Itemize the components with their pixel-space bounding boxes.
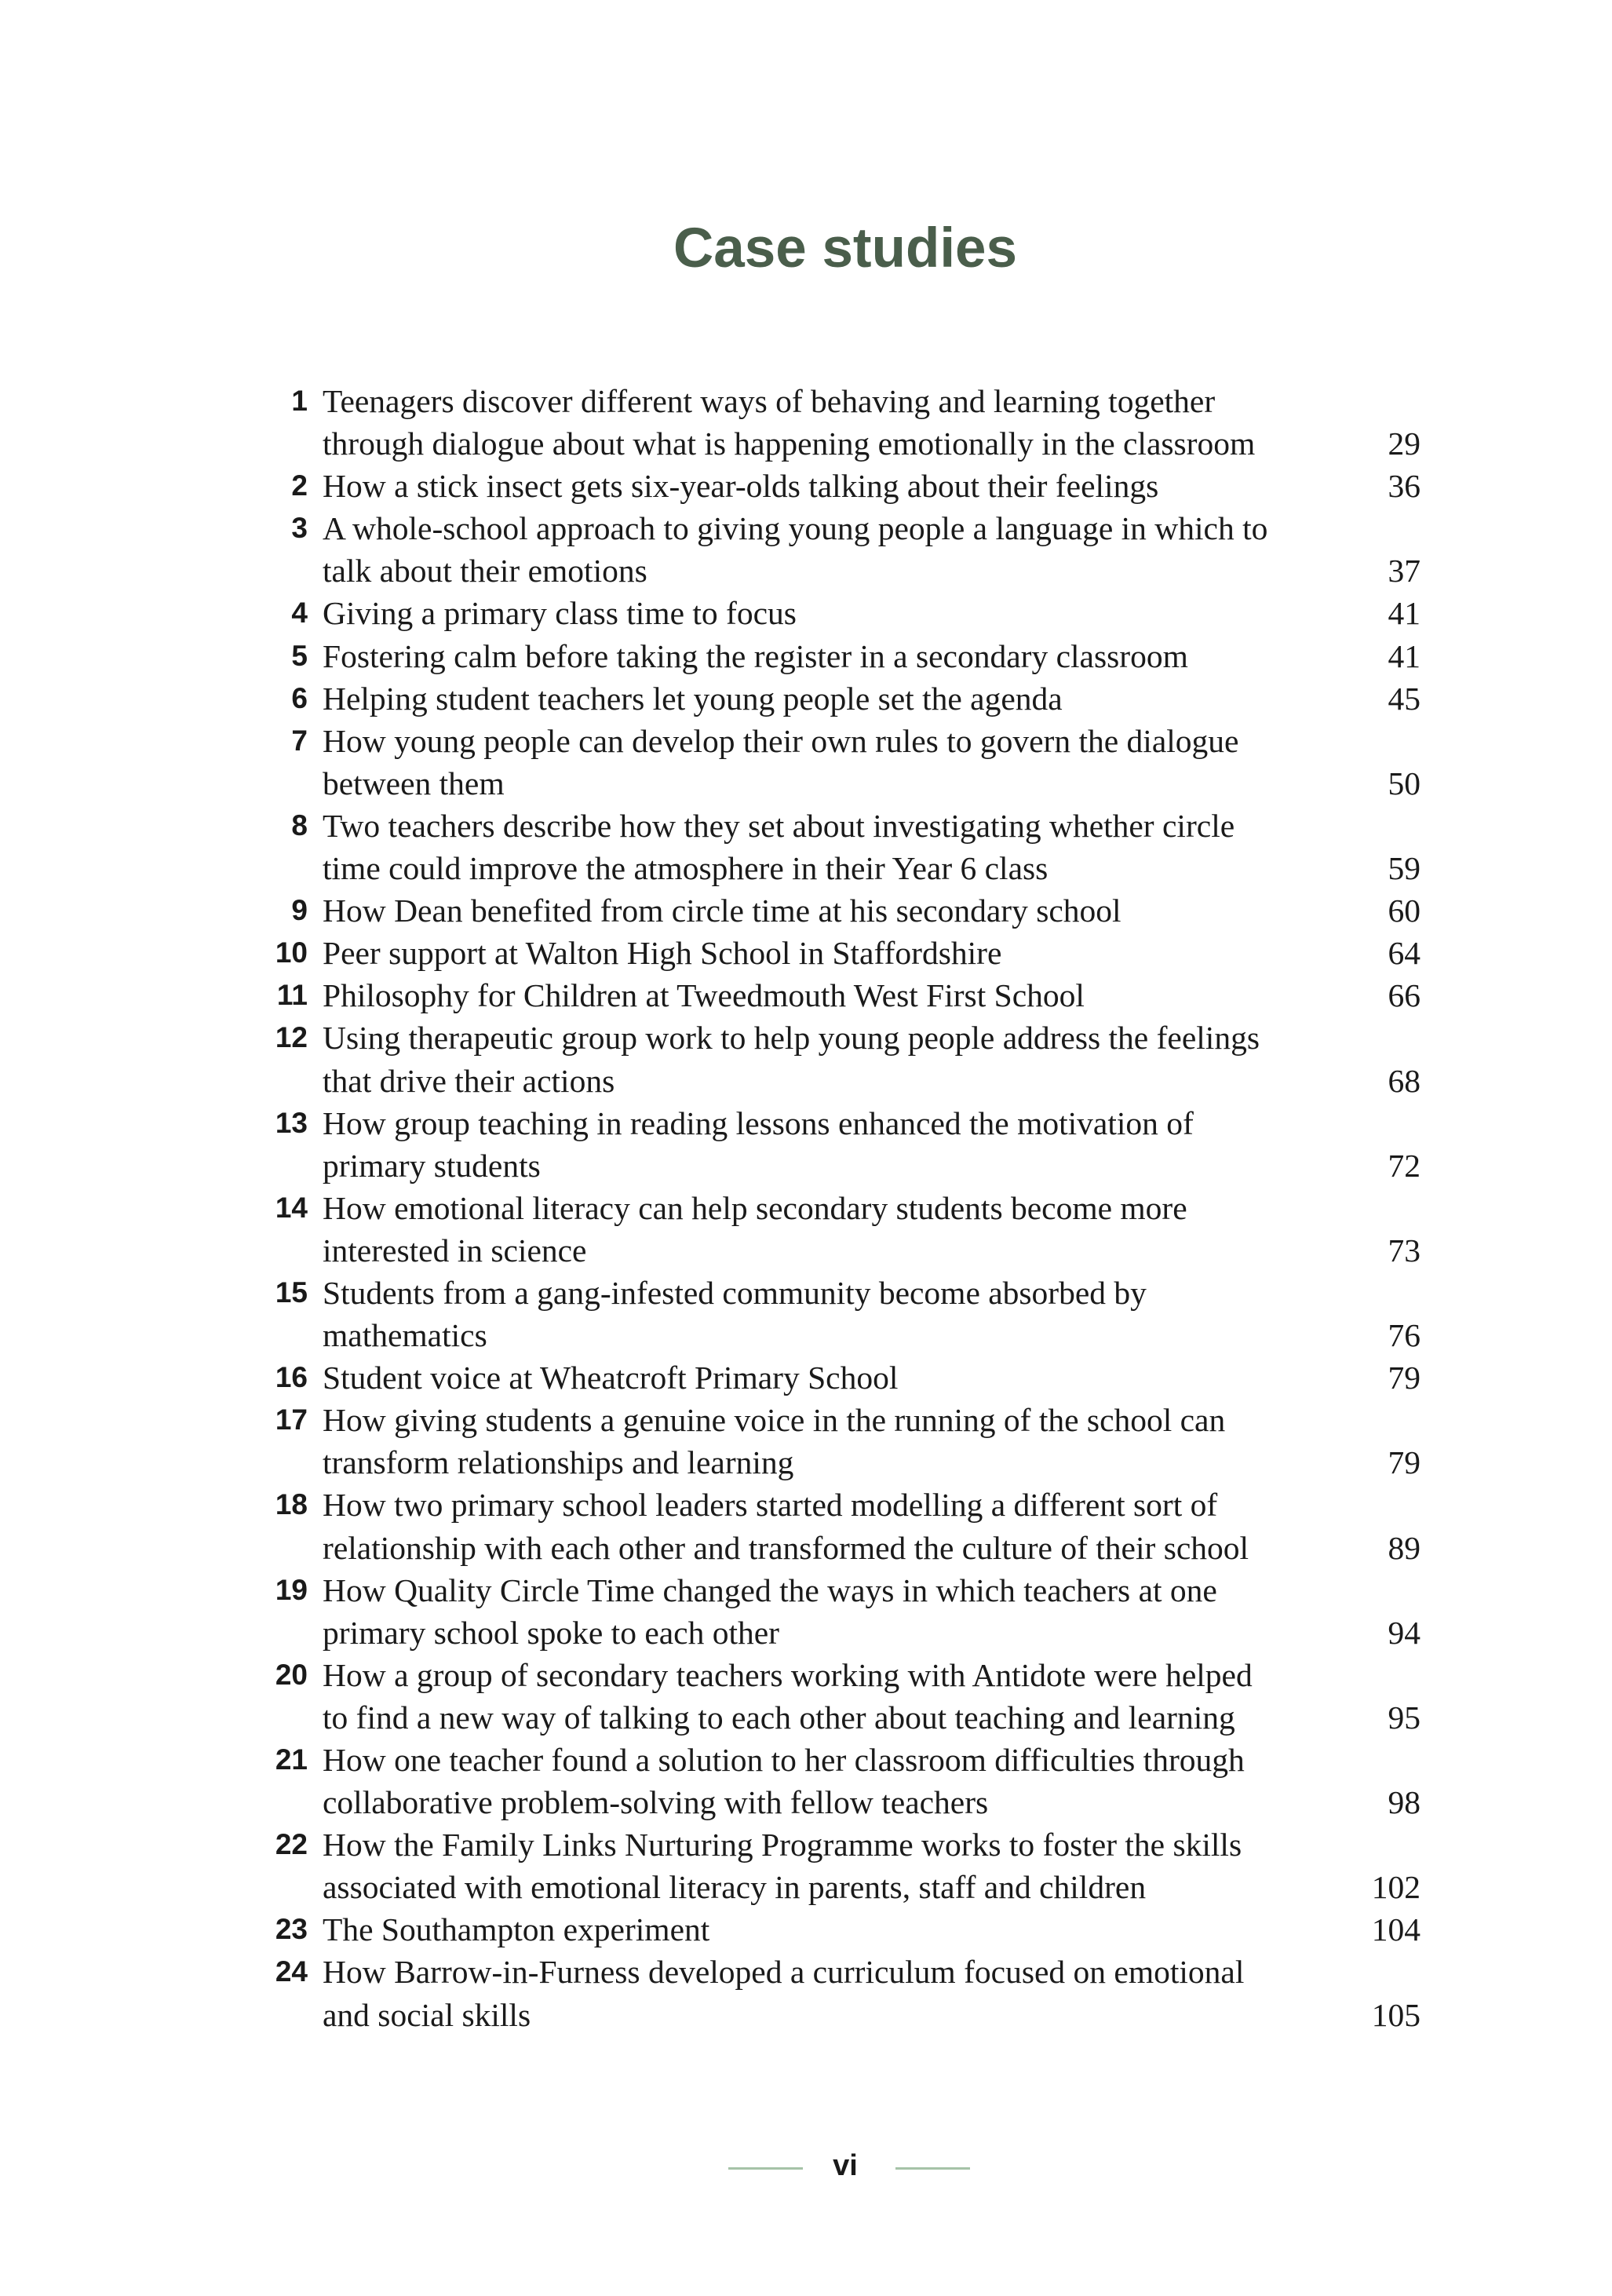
toc-entry bbox=[259, 1739, 1421, 1823]
entry-title bbox=[323, 507, 1421, 592]
toc-entry bbox=[259, 1399, 1421, 1484]
entry-number: 17 bbox=[275, 1404, 308, 1436]
entry-title-line: time could improve the atmosphere in their Year 6 class bbox=[323, 850, 1049, 887]
entry-page-number: 105 bbox=[1371, 1996, 1421, 2033]
entry-title-line: talk about their emotions bbox=[323, 553, 647, 590]
toc-entry bbox=[259, 1102, 1421, 1187]
entry-page-number: 64 bbox=[1388, 935, 1421, 972]
entry-number: 12 bbox=[275, 1021, 308, 1054]
entry-title bbox=[323, 1569, 1421, 1654]
entry-number: 22 bbox=[275, 1828, 308, 1861]
page-title: Case studies bbox=[673, 217, 1018, 279]
entry-title bbox=[323, 1654, 1421, 1739]
entry-title-line: transform relationships and learning bbox=[323, 1444, 794, 1481]
entry-title bbox=[323, 677, 1421, 720]
entry-title-line: Helping student teachers let young people set the agenda bbox=[323, 680, 1063, 717]
entry-title bbox=[323, 1356, 1421, 1399]
entry-title-line: and social skills bbox=[323, 1996, 531, 2033]
toc-entry bbox=[259, 1654, 1421, 1739]
entry-number: 14 bbox=[275, 1191, 308, 1224]
entry-title bbox=[323, 932, 1421, 974]
entry-number: 10 bbox=[275, 936, 308, 969]
entry-page-number: 76 bbox=[1388, 1317, 1421, 1354]
entry-title-line: mathematics bbox=[323, 1317, 487, 1354]
entry-page-number: 73 bbox=[1388, 1232, 1421, 1268]
entry-page-number: 89 bbox=[1388, 1529, 1421, 1566]
entry-title bbox=[323, 1739, 1421, 1823]
entry-page-number: 29 bbox=[1388, 425, 1421, 462]
entry-title bbox=[323, 889, 1421, 932]
entry-title-line: The Southampton experiment bbox=[323, 1911, 710, 1948]
entry-title-line: Using therapeutic group work to help young people address the feelings bbox=[323, 1020, 1260, 1057]
entry-page-number: 37 bbox=[1388, 553, 1421, 590]
toc-entry bbox=[259, 1484, 1421, 1568]
entry-title-line: How Dean benefited from circle time at his secondary school bbox=[323, 892, 1121, 929]
entry-number: 2 bbox=[291, 469, 308, 502]
entry-number: 20 bbox=[275, 1658, 308, 1691]
entry-title bbox=[323, 1399, 1421, 1484]
entry-number: 8 bbox=[291, 809, 308, 841]
entry-number: 6 bbox=[291, 681, 308, 714]
toc-entry bbox=[259, 974, 1421, 1017]
entry-page-number: 66 bbox=[1388, 977, 1421, 1014]
entry-page-number: 41 bbox=[1388, 595, 1421, 632]
entry-title-line: How young people can develop their own rules to govern the dialogue bbox=[323, 722, 1239, 759]
entry-page-number: 60 bbox=[1388, 892, 1421, 929]
entry-number: 16 bbox=[275, 1361, 308, 1394]
page-number: vi bbox=[833, 2149, 858, 2182]
entry-title-line: Student voice at Wheatcroft Primary School bbox=[323, 1360, 899, 1396]
entry-title bbox=[323, 805, 1421, 889]
entry-page-number: 79 bbox=[1388, 1444, 1421, 1481]
entry-page-number: 102 bbox=[1371, 1869, 1421, 1906]
entry-title-line: How giving students a genuine voice in the running of the school can bbox=[323, 1402, 1226, 1439]
entry-title bbox=[323, 1272, 1421, 1356]
folio-rule-right bbox=[895, 2167, 970, 2170]
toc-entry bbox=[259, 889, 1421, 932]
entry-number: 24 bbox=[275, 1955, 308, 1988]
entry-page-number: 36 bbox=[1388, 468, 1421, 505]
entry-number: 1 bbox=[291, 385, 308, 417]
entry-title-line: that drive their actions bbox=[323, 1062, 615, 1099]
entry-title bbox=[323, 974, 1421, 1017]
entry-title bbox=[323, 1823, 1421, 1908]
toc-entry bbox=[259, 932, 1421, 974]
toc-entry bbox=[259, 1356, 1421, 1399]
entry-page-number: 95 bbox=[1388, 1699, 1421, 1736]
entry-number: 13 bbox=[275, 1106, 308, 1139]
entry-title-line: How emotional literacy can help secondary students become more bbox=[323, 1189, 1187, 1226]
entry-title-line: How a stick insect gets six-year-olds talking about their feelings bbox=[323, 468, 1159, 505]
entry-number: 23 bbox=[275, 1913, 308, 1946]
entry-number: 15 bbox=[275, 1276, 308, 1309]
entry-title-line: relationship with each other and transformed the culture of their school bbox=[323, 1529, 1249, 1566]
entry-page-number: 41 bbox=[1388, 637, 1421, 674]
entry-page-number: 59 bbox=[1388, 850, 1421, 887]
entry-page-number: 50 bbox=[1388, 765, 1421, 801]
entry-title-line: How Quality Circle Time changed the ways in which teachers at one bbox=[323, 1571, 1217, 1608]
entry-title-line: between them bbox=[323, 765, 505, 801]
entry-title bbox=[323, 465, 1421, 507]
entry-title-line: Teenagers discover different ways of behaving and learning together bbox=[323, 383, 1216, 419]
entry-page-number: 104 bbox=[1371, 1911, 1421, 1948]
entry-page-number: 68 bbox=[1388, 1062, 1421, 1099]
entry-number: 19 bbox=[275, 1573, 308, 1606]
toc-entry bbox=[259, 380, 1421, 465]
entry-page-number: 72 bbox=[1388, 1147, 1421, 1184]
entry-page-number: 79 bbox=[1388, 1360, 1421, 1396]
entry-title bbox=[323, 1484, 1421, 1568]
toc-entry bbox=[259, 1187, 1421, 1272]
entry-title bbox=[323, 1187, 1421, 1272]
entry-title bbox=[323, 592, 1421, 634]
entry-title bbox=[323, 1017, 1421, 1101]
entry-number: 18 bbox=[275, 1488, 308, 1521]
entry-number: 21 bbox=[275, 1743, 308, 1776]
toc-entry bbox=[259, 1017, 1421, 1101]
toc-entry bbox=[259, 805, 1421, 889]
entry-title-line: interested in science bbox=[323, 1232, 587, 1268]
entry-title bbox=[323, 635, 1421, 677]
entry-title-line: associated with emotional literacy in parents, staff and children bbox=[323, 1869, 1147, 1906]
entry-title-line: Peer support at Walton High School in Staffordshire bbox=[323, 935, 1002, 972]
entry-title-line: primary students bbox=[323, 1147, 541, 1184]
toc-entry bbox=[259, 1272, 1421, 1356]
entry-title bbox=[323, 1908, 1421, 1951]
entry-title-line: How two primary school leaders started modelling a different sort of bbox=[323, 1487, 1218, 1524]
entry-title bbox=[323, 720, 1421, 805]
entry-title-line: How the Family Links Nurturing Programme works to foster the skills bbox=[323, 1827, 1242, 1863]
toc-entry bbox=[259, 677, 1421, 720]
entry-number: 11 bbox=[276, 979, 308, 1012]
toc-entry bbox=[259, 592, 1421, 634]
entry-title-line: Philosophy for Children at Tweedmouth West First School bbox=[323, 977, 1085, 1014]
entry-title-line: Two teachers describe how they set about investigating whether circle bbox=[323, 807, 1235, 844]
toc-entry bbox=[259, 635, 1421, 677]
toc-entry bbox=[259, 465, 1421, 507]
entry-title-line: through dialogue about what is happening emotionally in the classroom bbox=[323, 425, 1256, 462]
entry-title-line: How Barrow-in-Furness developed a curriculum focused on emotional bbox=[323, 1954, 1245, 1991]
entry-number: 7 bbox=[291, 724, 308, 757]
entry-title-line: Fostering calm before taking the register in a secondary classroom bbox=[323, 637, 1188, 674]
entry-number: 4 bbox=[291, 597, 308, 630]
toc-entry bbox=[259, 720, 1421, 805]
entry-number: 9 bbox=[291, 894, 308, 927]
entry-title-line: primary school spoke to each other bbox=[323, 1614, 779, 1651]
toc-entry bbox=[259, 507, 1421, 592]
entry-title-line: How one teacher found a solution to her classroom difficulties through bbox=[323, 1742, 1245, 1778]
toc-entry bbox=[259, 1823, 1421, 1908]
entry-title-line: to find a new way of talking to each other about teaching and learning bbox=[323, 1699, 1235, 1736]
toc-entry bbox=[259, 1908, 1421, 1951]
entry-title-line: Students from a gang-infested community become absorbed by bbox=[323, 1274, 1147, 1311]
entry-title-line: A whole-school approach to giving young people a language in which to bbox=[323, 510, 1268, 547]
toc-entry bbox=[259, 1569, 1421, 1654]
contents-list bbox=[259, 380, 1421, 2036]
entry-page-number: 98 bbox=[1388, 1784, 1421, 1821]
entry-number: 5 bbox=[291, 639, 308, 672]
entry-page-number: 45 bbox=[1388, 680, 1421, 717]
toc-entry bbox=[259, 1951, 1421, 2035]
entry-number: 3 bbox=[291, 512, 308, 545]
entry-title-line: Giving a primary class time to focus bbox=[323, 595, 797, 632]
entry-title bbox=[323, 1951, 1421, 2035]
entry-title-line: collaborative problem-solving with fellow teachers bbox=[323, 1784, 989, 1821]
entry-title bbox=[323, 380, 1421, 465]
entry-page-number: 94 bbox=[1388, 1614, 1421, 1651]
entry-title-line: How group teaching in reading lessons enhanced the motivation of bbox=[323, 1104, 1194, 1141]
entry-title bbox=[323, 1102, 1421, 1187]
entry-title-line: How a group of secondary teachers working with Antidote were helped bbox=[323, 1656, 1253, 1693]
